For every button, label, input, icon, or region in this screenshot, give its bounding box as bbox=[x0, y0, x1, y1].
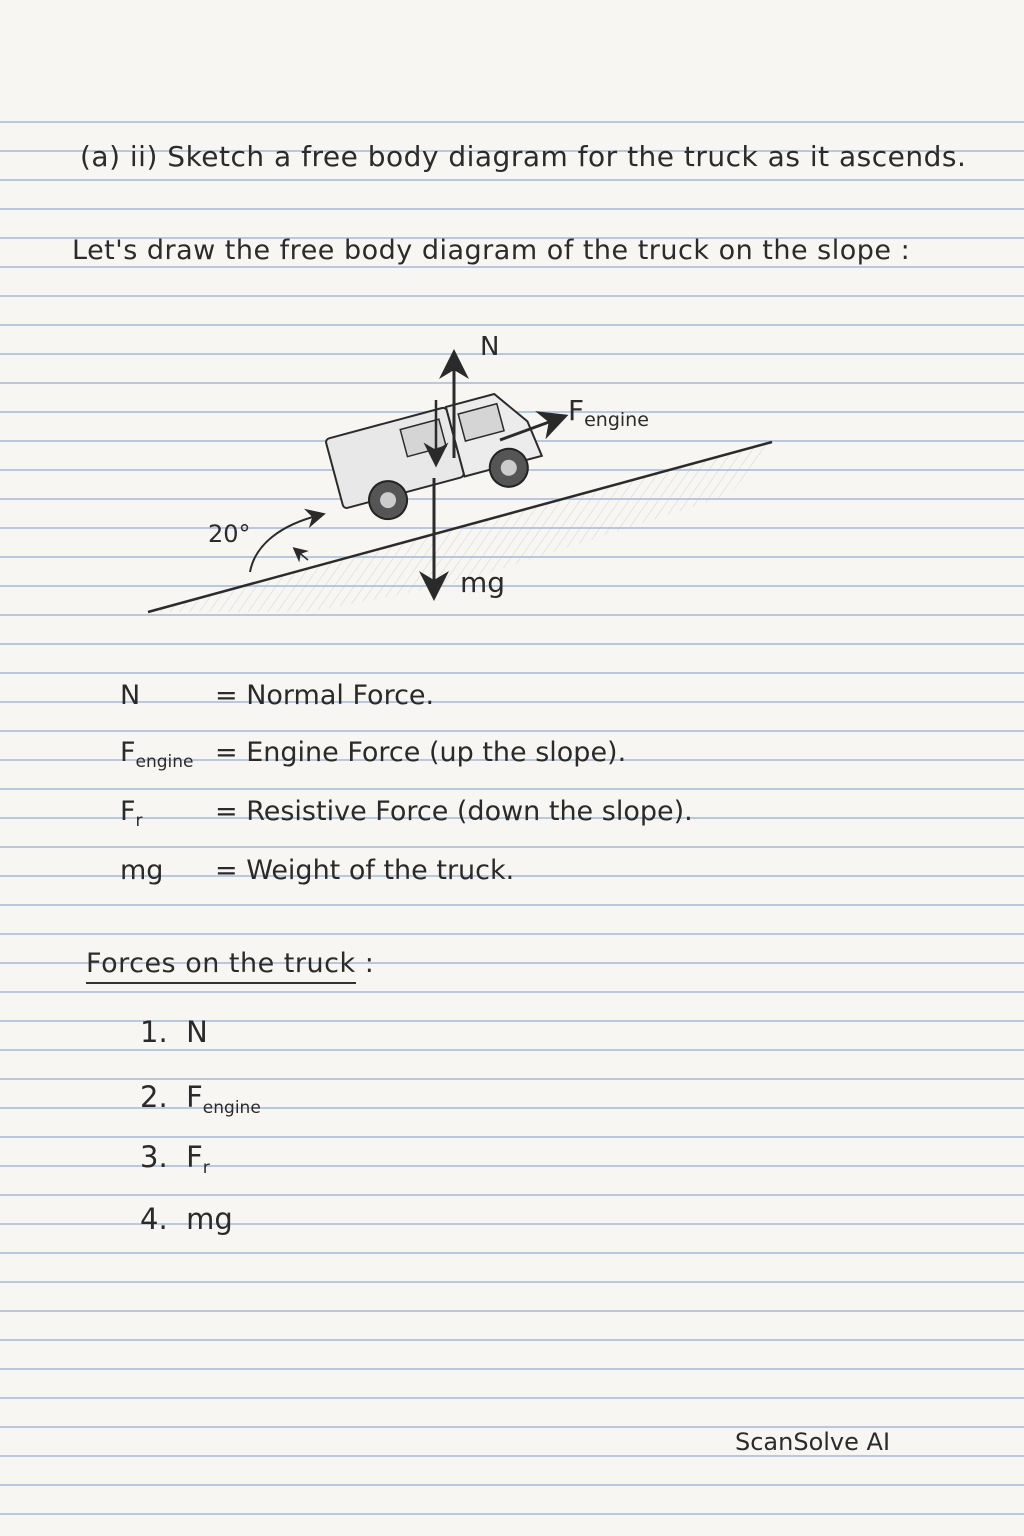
forces-heading: Forces on the truck : bbox=[86, 948, 374, 979]
definition-symbol: $F_r$ bbox=[120, 796, 143, 831]
engine-force-label: $F_{engine}$ bbox=[568, 394, 649, 431]
weight-label: mg bbox=[460, 566, 506, 599]
angle-label: 20° bbox=[208, 520, 251, 548]
definition-text: = Normal Force. bbox=[215, 680, 435, 711]
definition-text: = Engine Force (up the slope). bbox=[215, 737, 627, 768]
brand-signature: ScanSolve AI bbox=[735, 1428, 891, 1456]
angle-arc bbox=[250, 515, 320, 572]
definition-row bbox=[120, 796, 693, 831]
list-item: 2. $F_{engine}$ bbox=[140, 1080, 261, 1118]
definition-text: = Weight of the truck. bbox=[215, 855, 515, 886]
definition-row bbox=[120, 737, 626, 772]
definition-symbol: N bbox=[120, 680, 141, 711]
definition-symbol: mg bbox=[120, 855, 164, 886]
free-body-diagram bbox=[130, 320, 810, 640]
definition-symbol: $F_{engine}$ bbox=[120, 737, 194, 772]
intro-text: Let's draw the free body diagram of the truck on the slope : bbox=[72, 235, 911, 266]
definition-text: = Resistive Force (down the slope). bbox=[215, 796, 693, 827]
definition-row bbox=[120, 680, 434, 715]
question-text: (a) ii) Sketch a free body diagram for the truck as it ascends. bbox=[80, 140, 967, 173]
normal-force-label: N bbox=[480, 332, 500, 362]
angle-tick-arrow bbox=[296, 550, 308, 560]
list-item: 3. $F_r$ bbox=[140, 1140, 210, 1178]
definition-row bbox=[120, 855, 514, 890]
list-item: 4. mg bbox=[140, 1202, 233, 1236]
list-item: 1. N bbox=[140, 1015, 208, 1049]
